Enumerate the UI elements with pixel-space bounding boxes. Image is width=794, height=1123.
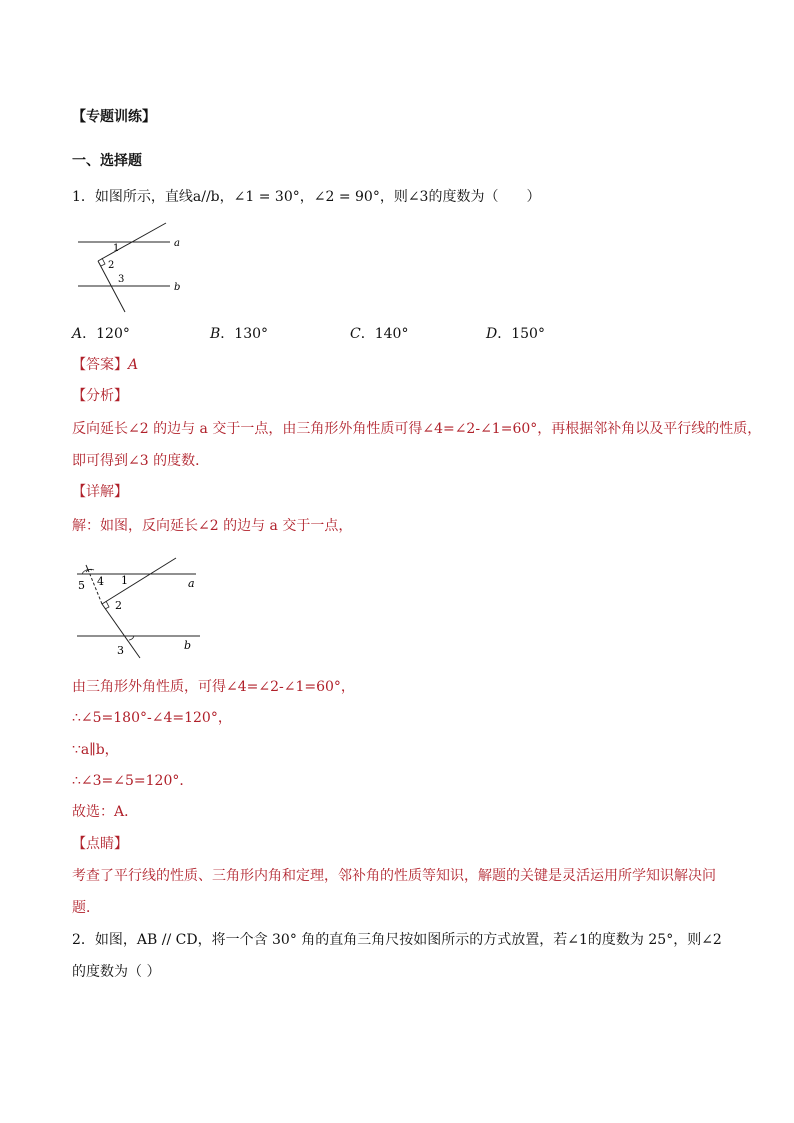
question-1-figure (72, 218, 192, 324)
analysis-label: 【分析】 (72, 388, 128, 404)
solution-step-1: 由三角形外角性质，可得∠4=∠2-∠1=60°， (72, 679, 355, 695)
label-angle-1: 1 (121, 574, 128, 587)
label-a: a (188, 577, 195, 590)
label-angle-2: 2 (108, 260, 115, 271)
part-title: 一、选择题 (72, 153, 142, 169)
answer-line (72, 355, 138, 375)
analysis-line-2: 即可得到∠3 的度数． (72, 453, 210, 469)
question-2-stem-line-2: 的度数为（ ） (72, 964, 161, 980)
angle-3-arc (129, 636, 134, 640)
label-angle-3: 3 (118, 274, 125, 285)
answer-value: A (128, 357, 139, 373)
solution-step-4: ∴∠3=∠5=120°． (72, 773, 194, 789)
solution-step-3: ∵a∥b， (72, 742, 119, 758)
option-a[interactable] (72, 324, 130, 344)
label-angle-2: 2 (115, 599, 122, 612)
question-2-stem-line-1: 2．如图，AB // CD，将一个含 30° 角的直角三角尺按如图所示的方式放置，若∠1的度数为 25°，则∠2 (72, 932, 722, 948)
solution-conclusion: 故选：A． (72, 804, 139, 820)
label-angle-3: 3 (117, 644, 124, 657)
detail-label: 【详解】 (72, 484, 128, 500)
label-angle-1: 1 (113, 243, 120, 254)
analysis-line-1: 反向延长∠2 的边与 a 交于一点，由三角形外角性质可得∠4=∠2-∠1=60°，再根据邻补角以及平行线的性质， (72, 421, 762, 437)
comment-line-2: 题． (72, 900, 100, 916)
comment-label: 【点睛】 (72, 836, 128, 852)
option-text: ．140° (360, 326, 409, 342)
transversal-upper (102, 558, 176, 604)
option-letter: C (350, 326, 361, 342)
option-c[interactable] (350, 324, 408, 344)
label-angle-4: 4 (97, 575, 104, 588)
angle-5-arc (82, 569, 92, 574)
label-b: b (174, 282, 181, 293)
option-text: ．130° (220, 326, 269, 342)
option-text: ．150° (497, 326, 545, 342)
label-b: b (184, 639, 192, 652)
solution-figure (72, 548, 206, 662)
detail-intro: 解：如图，反向延长∠2 的边与 a 交于一点， (72, 518, 353, 534)
comment-line-1: 考查了平行线的性质、三角形内角和定理，邻补角的性质等知识，解题的关键是灵活运用所学知识解决问 (72, 868, 716, 884)
answer-label: 【答案】 (72, 357, 128, 373)
option-letter: B (210, 326, 221, 342)
question-1-stem: 1．如图所示，直线a//b，∠1 = 30°，∠2 = 90°，则∠3的度数为（ ） (72, 189, 541, 205)
label-angle-5: 5 (78, 579, 85, 592)
option-text: ．120° (82, 326, 130, 342)
option-letter: A (72, 326, 83, 342)
question-1-options (72, 324, 632, 344)
label-a: a (174, 238, 180, 249)
solution-step-2: ∴∠5=180°-∠4=120°， (72, 710, 232, 726)
option-b[interactable] (210, 324, 268, 344)
option-letter: D (486, 326, 498, 342)
section-header: 【专题训练】 (72, 109, 156, 125)
option-d[interactable] (486, 324, 545, 344)
